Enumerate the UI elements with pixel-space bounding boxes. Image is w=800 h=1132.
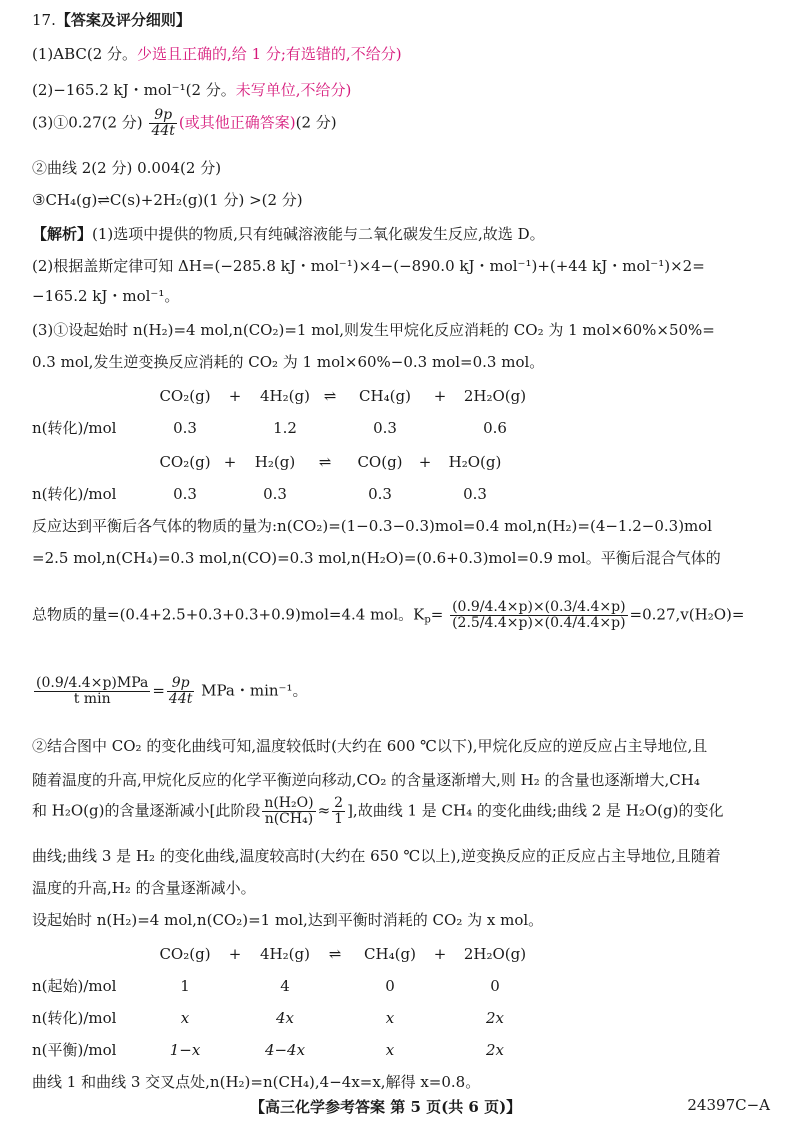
conclusion-line: 曲线 1 和曲线 3 交叉点处,n(H₂)=n(CH₄),4−4x=x,解得 x=0.8。 — [32, 1073, 481, 1091]
footer-code: 24397C−A — [687, 1096, 770, 1114]
rate-line: (0.9/4.4×p)MPa t min = $\frac{9p}{44t}$ MPa・min⁻¹。 — [36, 675, 308, 707]
scoring-note: 少选且正确的,给 1 分;有选错的,不给分) — [137, 45, 402, 63]
analysis-3-line-1: (3)①设起始时 n(H₂)=4 mol,n(CO₂)=1 mol,则发生甲烷化反应消耗的 CO₂ 为 1 mol×60%×50%= — [32, 321, 715, 339]
setup-line: 设起始时 n(H₂)=4 mol,n(CO₂)=1 mol,达到平衡时消耗的 CO₂ 为 x mol。 — [32, 911, 544, 929]
kp-line: 总物质的量=(0.4+2.5+0.3+0.3+0.9)mol=4.4 mol。$K_p=$ $\frac{(0.9/4.4\times p)\times(0.3/4.4\times p)}{(2.5/4.4\times p)\times(0.4/4.4\times p)}$ =0.27,v(H₂O)= — [32, 599, 745, 631]
question-header — [32, 10, 191, 30]
equilibrium-line-1: 反应达到平衡后各气体的物质的量为:n(CO₂)=(1−0.3−0.3)mol=0.4 mol,n(H₂)=(4−1.2−0.3)mol — [32, 517, 713, 535]
equilibrium-line-2: =2.5 mol,n(CH₄)=0.3 mol,n(CO)=0.3 mol,n(H₂O)=(0.6+0.3)mol=0.9 mol。平衡后混合气体的 — [32, 549, 721, 567]
fraction: $\frac{9p}{44t}$ — [151, 107, 175, 139]
analysis-1: 【解析】(1)选项中提供的物质,只有纯碱溶液能与二氧化碳发生反应,故选 D。 — [32, 225, 545, 243]
rate-fraction: (0.9/4.4×p)MPa t min — [36, 675, 149, 707]
analysis-3-line-2: 0.3 mol,发生逆变换反应消耗的 CO₂ 为 1 mol×60%−0.3 mol=0.3 mol。 — [32, 353, 545, 371]
answer-2: (2)−165.2 kJ・mol⁻¹(2 分。未写单位,不给分) — [32, 81, 352, 99]
analysis-2-line-2: −165.2 kJ・mol⁻¹。 — [32, 287, 180, 305]
answer-5: ③CH₄(g)⇌C(s)+2H₂(g)(1 分) >(2 分) — [32, 191, 303, 209]
scoring-note: (或其他正确答案) — [178, 113, 296, 132]
analysis-curve-line-2: 随着温度的升高,甲烷化反应的化学平衡逆向移动,CO₂ 的含量逐渐增大,则 H₂ 的含量也逐渐增大,CH₄ — [32, 771, 700, 789]
analysis-2-line-1: (2)根据盖斯定律可知 ΔH=(−285.8 kJ・mol⁻¹)×4−(−890.0 kJ・mol⁻¹)+(+44 kJ・mol⁻¹)×2= — [32, 257, 705, 275]
footer-page-info: 【高三化学参考答案 第 5 页(共 6 页)】 — [250, 1098, 522, 1116]
answer-3: (3)①0.27(2 分) $\frac{9p}{44t}$ (或其他正确答案)(2 分) — [32, 107, 337, 139]
scoring-note: 未写单位,不给分) — [235, 81, 352, 99]
analysis-curve-line-1: ②结合图中 CO₂ 的变化曲线可知,温度较低时(大约在 600 ℃以下),甲烷化反应的逆反应占主导地位,且 — [32, 737, 708, 755]
rate-result-fraction: $\frac{9p}{44t}$ — [168, 675, 193, 707]
question-title: 【答案及评分细则】 — [55, 11, 191, 29]
analysis-label: 【解析】 — [32, 225, 93, 243]
analysis-curve-line-4: 曲线;曲线 3 是 H₂ 的变化曲线,温度较高时(大约在 650 ℃以上),逆变换反应的正反应占主导地位,且随着 — [32, 847, 721, 865]
ratio-value-fraction: $\frac{2}{1}$ — [334, 795, 344, 827]
analysis-curve-line-3: 和 H₂O(g)的含量逐渐减小[此阶段 $\frac{\text{n(H₂O)}}{\text{n(CH₄)}}$ ≈ $\frac{2}{1}$ ],故曲线 1 是 CH₄ 的变化曲线;曲线 2 是 H₂O(g)的变化 — [32, 795, 724, 827]
analysis-curve-line-5: 温度的升高,H₂ 的含量逐渐减小。 — [32, 879, 256, 897]
answer-1: (1)ABC(2 分。少选且正确的,给 1 分;有选错的,不给分) — [32, 45, 402, 63]
answer-4: ②曲线 2(2 分) 0.004(2 分) — [32, 159, 222, 177]
ratio-fraction: $\frac{\text{n(H₂O)}}{\text{n(CH₄)}}$ — [264, 795, 314, 827]
kp-fraction: $\frac{(0.9/4.4\times p)\times(0.3/4.4\times p)}{(2.5/4.4\times p)\times(0.4/4.4\times p)}$ — [452, 599, 626, 631]
question-number: 17. — [32, 11, 56, 29]
answer-page: 17.【答案及评分细则】 (1)ABC(2 分。少选且正确的,给 1 分;有选错的,不给分) (2)−165.2 kJ・mol⁻¹(2 分。未写单位,不给分) (3)①0.27(2 分) $\frac{9p}{44t}$ (或其他正确答案)(2 分) ②曲线 2(2 分) 0.004(2 分) ③CH₄(g)⇌C(s)+2H₂(g)(1 分) >(2 分) 【解析】(1)选项中提供的物质,只有纯碱溶液能与二氧化碳发生反应,故选 D。 (2)根据盖斯定律可知 ΔH=(−285.8 kJ・mol⁻¹)×4−(−890.0 kJ・mol⁻¹)+(+44 kJ・mol⁻¹)×2= −165.2 kJ・mol⁻¹。 (3)①设起始时 n(H₂)=4 mol,n(CO₂)=1 mol,则发生甲烷化反应消耗的 CO₂ 为 1 mol×60%×50%= 0.3 mol,发生逆变换反应消耗的 CO₂ 为 1 mol×60%−0.3 mol=0.3 mol。 CO₂(g) + 4H₂(g) ⇌ CH₄(g) + 2H₂O(g) n(转化)/mol 0.3 1.2 0.3 0.6 CO₂(g) + H₂(g) ⇌ CO(g) + H₂O(g) n(转化)/mol 0.3 0.3 0.3 0.3 反应达到平衡后各气体的物质的量为:n(CO₂)=(1−0.3−0.3)mol=0.4 mol,n(H₂)=(4−1.2−0.3)mol =2.5 mol,n(CH₄)=0.3 mol,n(CO)=0.3 mol,n(H₂O)=(0.6+0.3)mol=0.9 mol。平衡后混合气体的 总物质的量=(0.4+2.5+0.3+0.3+0.9)mol=4.4 mol。$K_p=$ $\frac{(0.9/4.4\times p)\times(0.3/4.4\times p)}{(2.5/4.4\times p)\times(0.4/4.4\times p)}$ =0.27,v(H₂O)= (0.9/4.4×p)MPa t min = $\frac{9p}{44t}$ MPa・min⁻¹。 ②结合图中 CO₂ 的变化曲线可知,温度较低时(大约在 600 ℃以下),甲烷化反应的逆反应占主导地位,且 随着温度的升高,甲烷化反应的化学平衡逆向移动,CO₂ 的含量逐渐增大,则 H₂ 的含量也逐渐增大,CH₄ 和 H₂O(g)的含量逐渐减小[此阶段 $\frac{\text{n(H₂O)}}{\text{n(CH₄)}}$ ≈ $\frac{2}{1}$ ],故曲线 1 是 CH₄ 的变化曲线;曲线 2 是 H₂O(g)的变化 曲线;曲线 3 是 H₂ 的变化曲线,温度较高时(大约在 650 ℃以上),逆变换反应的正反应占主导地位,且随着 温度的升高,H₂ 的含量逐渐减小。 设起始时 n(H₂)=4 mol,n(CO₂)=1 mol,达到平衡时消耗的 CO₂ 为 x mol。 CO₂(g) + 4H₂(g) ⇌ CH₄(g) + 2H₂O(g) n(起始)/mol 1 4 0 0 n(转化)/mol x 4x x 2x n(平衡)/mol 1−x 4−4x x 2x 曲线 1 和曲线 3 交叉点处,n(H₂)=n(CH₄),4−4x=x,解得 x=0.8。 【高三化学参考答案 第 5 页(共 6 页)】 24397C−A — [32, 11, 770, 1116]
